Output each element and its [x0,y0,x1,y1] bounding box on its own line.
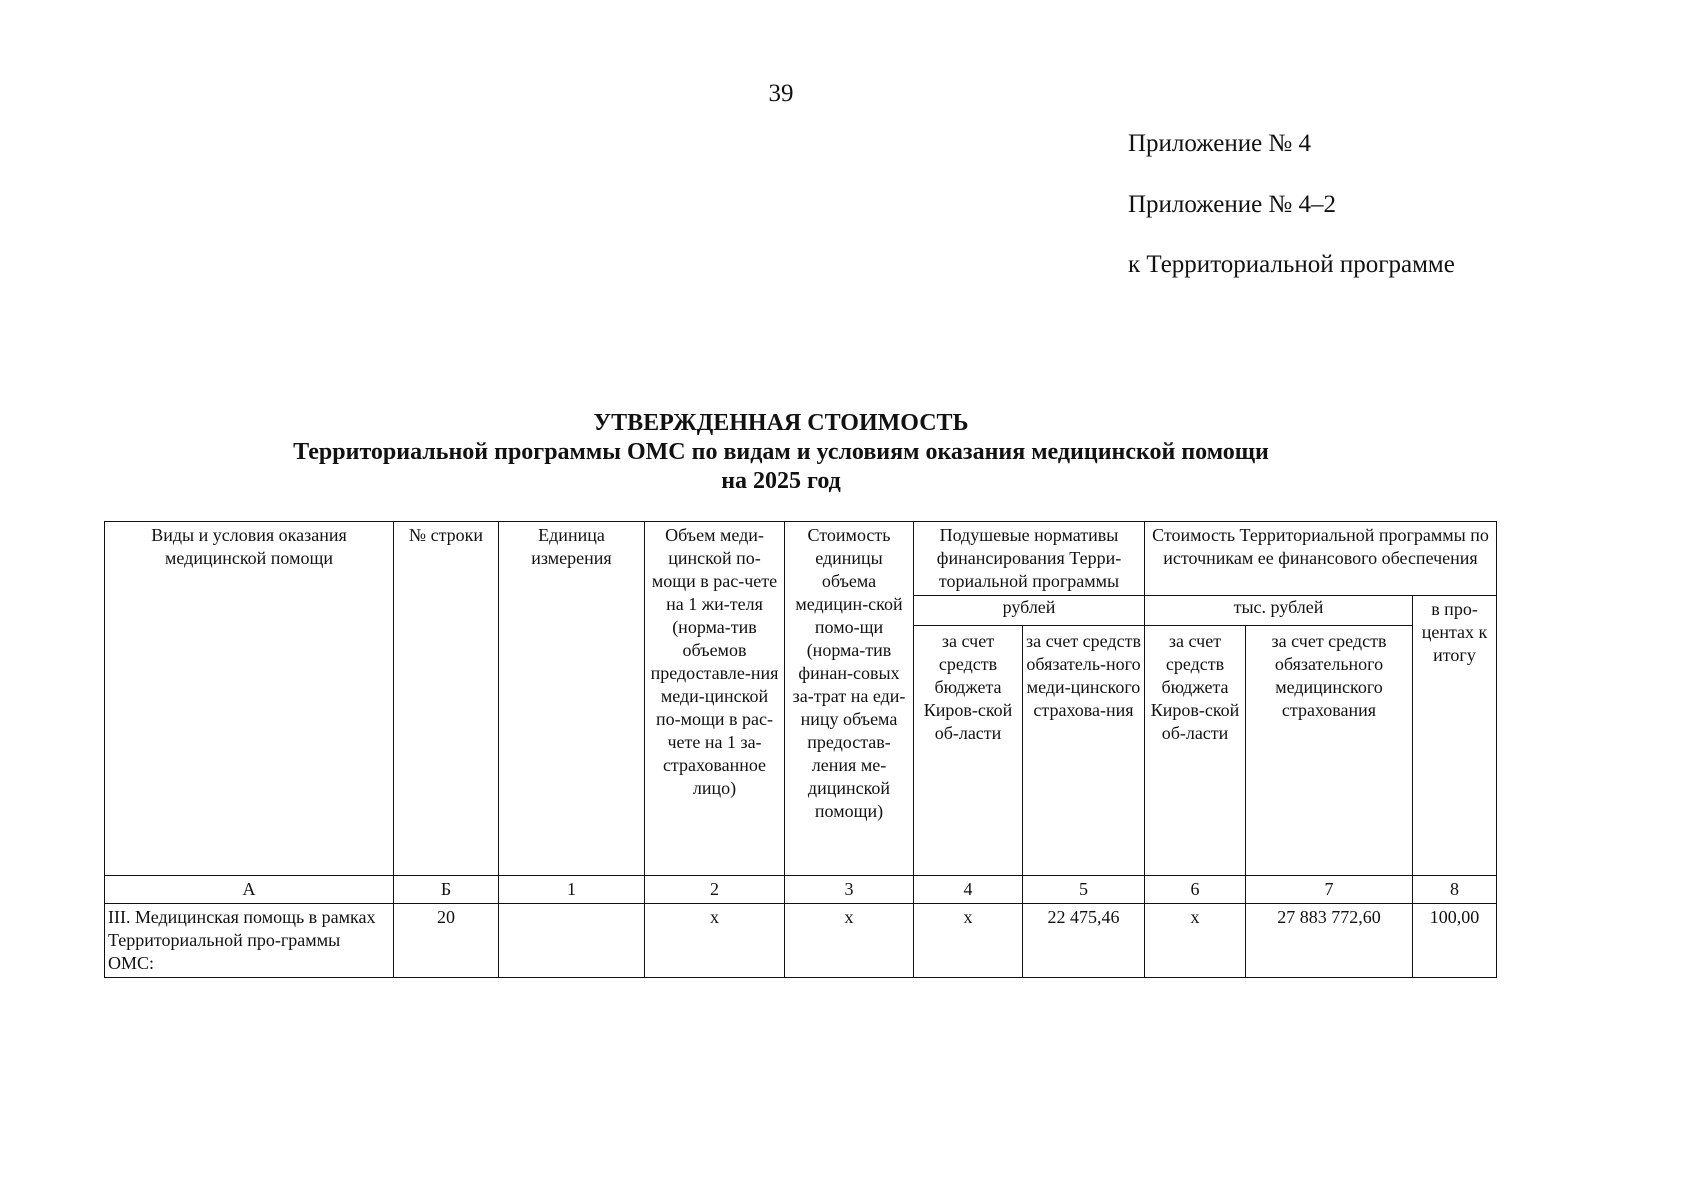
column-index: 3 [785,876,914,904]
column-index-row [105,876,1497,904]
column-index: 8 [1413,876,1497,904]
column-index: 2 [645,876,785,904]
header-tr-oms: за счет средств обязательного медицинского страхования [1246,626,1413,876]
header-row-no: № строки [394,522,499,876]
row-pc-oms: 22 475,46 [1023,904,1145,978]
row-unit [499,904,645,978]
column-index: 1 [499,876,645,904]
header-types: Виды и условия оказания медицинской помощи [105,522,394,876]
row-pc-budget: х [914,904,1023,978]
row-volume: х [645,904,785,978]
column-index: Б [394,876,499,904]
document-title [0,409,1562,496]
header-unit: Единица измерения [499,522,645,876]
title-line-2: Территориальной программы ОМС по видам и условиям оказания медицинской помощи [293,439,1269,465]
row-percent: 100,00 [1413,904,1497,978]
row-number: 20 [394,904,499,978]
title-line-3: на 2025 год [721,468,841,494]
row-cost: х [785,904,914,978]
header-volume: Объем меди-цинской по-мощи в рас-чете на 1 жи-теля (норма-тив объемов предоставле-ния меди-цинской по-мощи в рас-чете на 1 за-страхованное лицо) [645,522,785,876]
column-index: 7 [1246,876,1413,904]
header-per-capita: Подушевые нормативы финансирования Терри-ториальной программы [914,522,1145,596]
header-thousand-rubles: тыс. рублей [1145,596,1413,626]
row-tr-budget: х [1145,904,1246,978]
header-percent: в про-центах к итогу [1413,596,1497,876]
appendix-line-2: Приложение № 4–2 [1128,191,1337,218]
header-pc-oms: за счет средств обязатель-ного меди-цинского страхова-ния [1023,626,1145,876]
header-pc-budget: за счет средств бюджета Киров-ской об-ласти [914,626,1023,876]
column-index: А [105,876,394,904]
header-tr-budget: за счет средств бюджета Киров-ской об-ласти [1145,626,1246,876]
title-line-1: УТВЕРЖДЕННАЯ СТОИМОСТЬ [593,410,969,436]
column-index: 4 [914,876,1023,904]
appendix-line-3: к Территориальной программе [1128,251,1455,278]
row-name: III. Медицинская помощь в рамках Территориальной про-граммы ОМС: [105,904,394,978]
row-tr-oms: 27 883 772,60 [1246,904,1413,978]
page-number: 39 [768,80,794,107]
column-index: 6 [1145,876,1246,904]
header-cost: Стоимость единицы объема медицин-ской помо-щи (норма-тив финан-совых за-трат на еди-ницу объема предостав-ления ме-дицинской помощи) [785,522,914,876]
header-program-cost: Стоимость Территориальной программы по источникам ее финансового обеспечения [1145,522,1497,596]
appendix-line-1: Приложение № 4 [1128,130,1312,157]
cost-table [104,521,1497,978]
header-rubles: рублей [914,596,1145,626]
table-row [105,904,1497,978]
column-index: 5 [1023,876,1145,904]
